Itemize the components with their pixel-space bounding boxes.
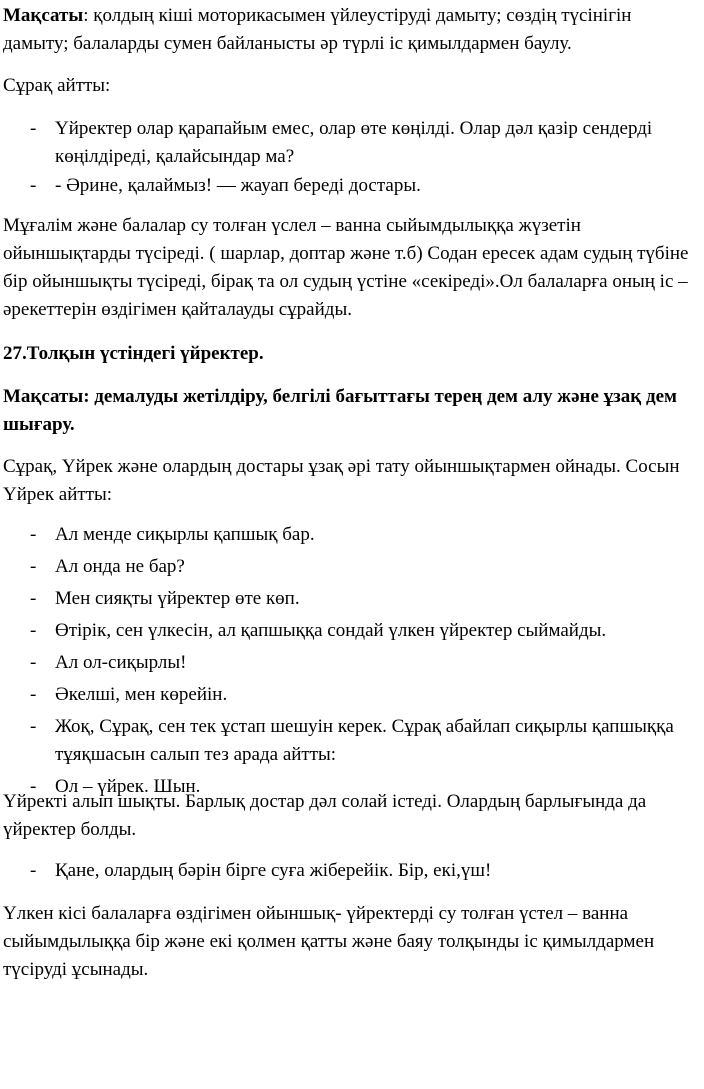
list-item bbox=[0, 857, 704, 885]
list-dash: - bbox=[30, 860, 37, 881]
list-item bbox=[0, 649, 704, 677]
list-item-text: Қане, олардың бәрін бірге суға жіберейік. Бір, екі,үш! bbox=[55, 860, 492, 881]
section-heading: 27.Толқын үстіндегі үйректер. bbox=[3, 343, 264, 364]
list-item bbox=[0, 713, 704, 769]
list-dash: - bbox=[30, 620, 37, 641]
goal-label: Мақсаты bbox=[3, 5, 84, 26]
list-item bbox=[0, 585, 704, 613]
list-item-text: Мен сияқты үйректер өте көп. bbox=[55, 588, 300, 609]
list-item-text: Ал онда не бар? bbox=[55, 556, 185, 577]
teacher-paragraph: Мұғалім және балалар су толған үслел – ванна сыйымдылыққа жүзетін ойыншықтарды түсіреді. ( шарлар, доптар және т.б) Содан ересек адам судың түбіне бір ойыншықты түсіреді, бірақ та ол судың үстіне «секіреді».Ол балаларға оның іс – әрекеттерін өздігімен қайталауды сұрайды. bbox=[3, 215, 689, 320]
section-goal: Мақсаты: демалуды жетілдіру, белгілі бағыттағы терең дем алу және ұзақ дем шығару. bbox=[3, 386, 677, 435]
list-dash: - bbox=[30, 716, 37, 737]
list-dash: - bbox=[30, 118, 37, 139]
list-item bbox=[0, 617, 704, 645]
list-item bbox=[0, 681, 704, 709]
result-paragraph: Үйректі алып шықты. Барлық достар дәл солай істеді. Олардың барлығында да үйректер болды. bbox=[3, 791, 647, 840]
list-item bbox=[0, 521, 704, 549]
dialogue-list-2 bbox=[0, 521, 704, 801]
story-paragraph: Сұрақ, Үйрек және олардың достары ұзақ әрі тату ойыншықтармен ойнады. Сосын Үйрек айтты: bbox=[3, 456, 680, 505]
intro-paragraph: Сұрақ айтты: bbox=[3, 75, 111, 96]
list-item-text: Үйректер олар қарапайым емес, олар өте көңілді. Олар дәл қазір сендерді көңілдіреді, қалайсындар ма? bbox=[55, 118, 653, 167]
list-item-text: Ал ол-сиқырлы! bbox=[55, 652, 187, 673]
list-item-text: Жоқ, Сұрақ, сен тек ұстап шешуін керек. Сұрақ абайлап сиқырлы қапшыққа тұяқшасын салып тез арада айтты: bbox=[55, 716, 674, 765]
list-dash: - bbox=[30, 588, 37, 609]
closing-paragraph: Үлкен кісі балаларға өздігімен ойыншық- үйректерді су толған үстел – ванна сыйымдылыққа бір және екі қолмен қатты және баяу толқынды іс қимылдармен түсіруді ұсынады. bbox=[3, 903, 655, 980]
list-dash: - bbox=[30, 652, 37, 673]
list-item-text: Әкелші, мен көрейін. bbox=[55, 684, 228, 705]
list-dash: - bbox=[30, 524, 37, 545]
dialogue-list-1 bbox=[0, 115, 704, 200]
list-item-text: - Әрине, қалаймыз! — жауап береді достары. bbox=[55, 175, 421, 196]
list-item-text: Ал менде сиқырлы қапшық бар. bbox=[55, 524, 315, 545]
list-dash: - bbox=[30, 684, 37, 705]
list-item-text: Өтірік, сен үлкесін, ал қапшыққа сондай үлкен үйректер сыймайды. bbox=[55, 620, 607, 641]
list-item bbox=[0, 115, 704, 171]
goal-text: : қолдың кіші моторикасымен үйлеустіруді дамыту; сөздің түсінігін дамыту; балаларды сумен байланысты әр түрлі іс қимылдармен баулу. bbox=[3, 5, 632, 54]
dialogue-list-3 bbox=[0, 857, 704, 885]
list-dash: - bbox=[30, 776, 37, 797]
list-item bbox=[0, 553, 704, 581]
list-item-text: Ол – үйрек. Шын. bbox=[55, 776, 201, 797]
list-dash: - bbox=[30, 556, 37, 577]
goal-paragraph-1 bbox=[3, 2, 701, 58]
list-dash: - bbox=[30, 175, 37, 196]
list-item bbox=[0, 172, 704, 200]
